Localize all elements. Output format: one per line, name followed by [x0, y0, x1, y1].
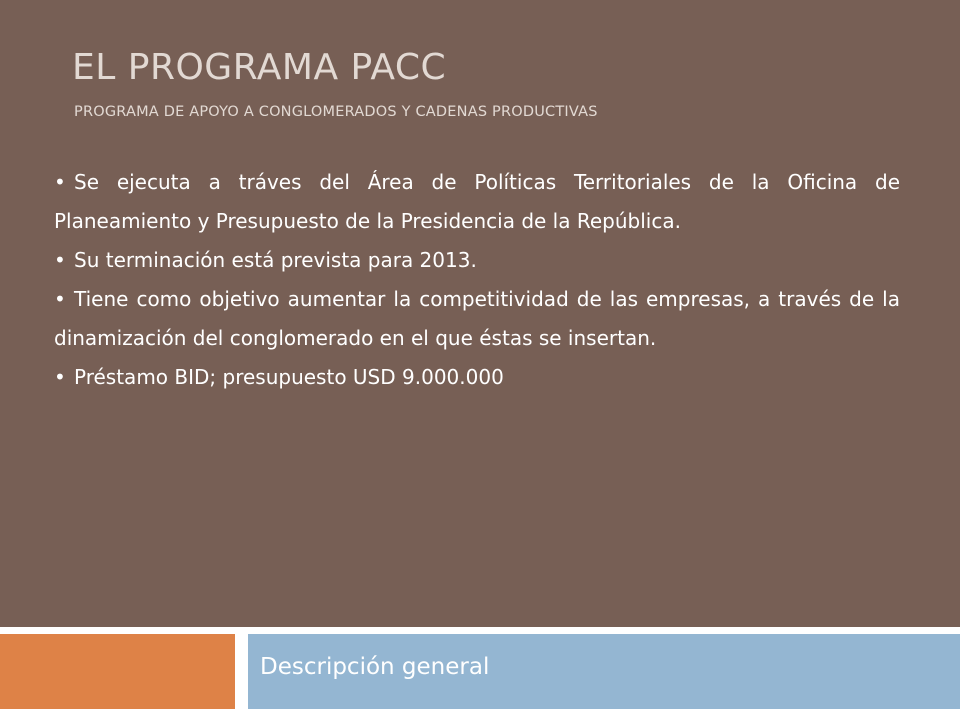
bullet-text: Préstamo BID; presupuesto USD 9.000.000 — [74, 365, 504, 389]
bullet-marker: • — [54, 248, 66, 272]
footer-accent-block — [0, 634, 235, 709]
bullet-text: Su terminación está prevista para 2013. — [74, 248, 477, 272]
footer-label-block — [248, 634, 960, 709]
bullet-text: Se ejecuta a tráves del Área de Políticas Territoriales de la Oficina de Planeamiento y Presupuesto de la Presidencia de la República. — [54, 170, 900, 233]
bullet-text: Tiene como objetivo aumentar la competitividad de las empresas, a través de la dinamización del conglomerado en el que éstas se insertan. — [54, 287, 900, 350]
slide-subtitle: PROGRAMA DE APOYO A CONGLOMERADOS Y CADENAS PRODUCTIVAS — [74, 104, 598, 120]
footer-label: Descripción general — [260, 654, 490, 680]
bullet-item — [54, 163, 900, 241]
bullet-item — [54, 358, 900, 397]
bullet-item — [54, 280, 900, 358]
bullet-marker: • — [54, 287, 66, 311]
footer-strip — [0, 634, 960, 709]
slide-title: EL PROGRAMA PACC — [72, 47, 447, 88]
bullet-marker: • — [54, 365, 66, 389]
bullet-list — [54, 163, 900, 397]
bullet-marker: • — [54, 170, 66, 194]
bullet-item — [54, 241, 900, 280]
